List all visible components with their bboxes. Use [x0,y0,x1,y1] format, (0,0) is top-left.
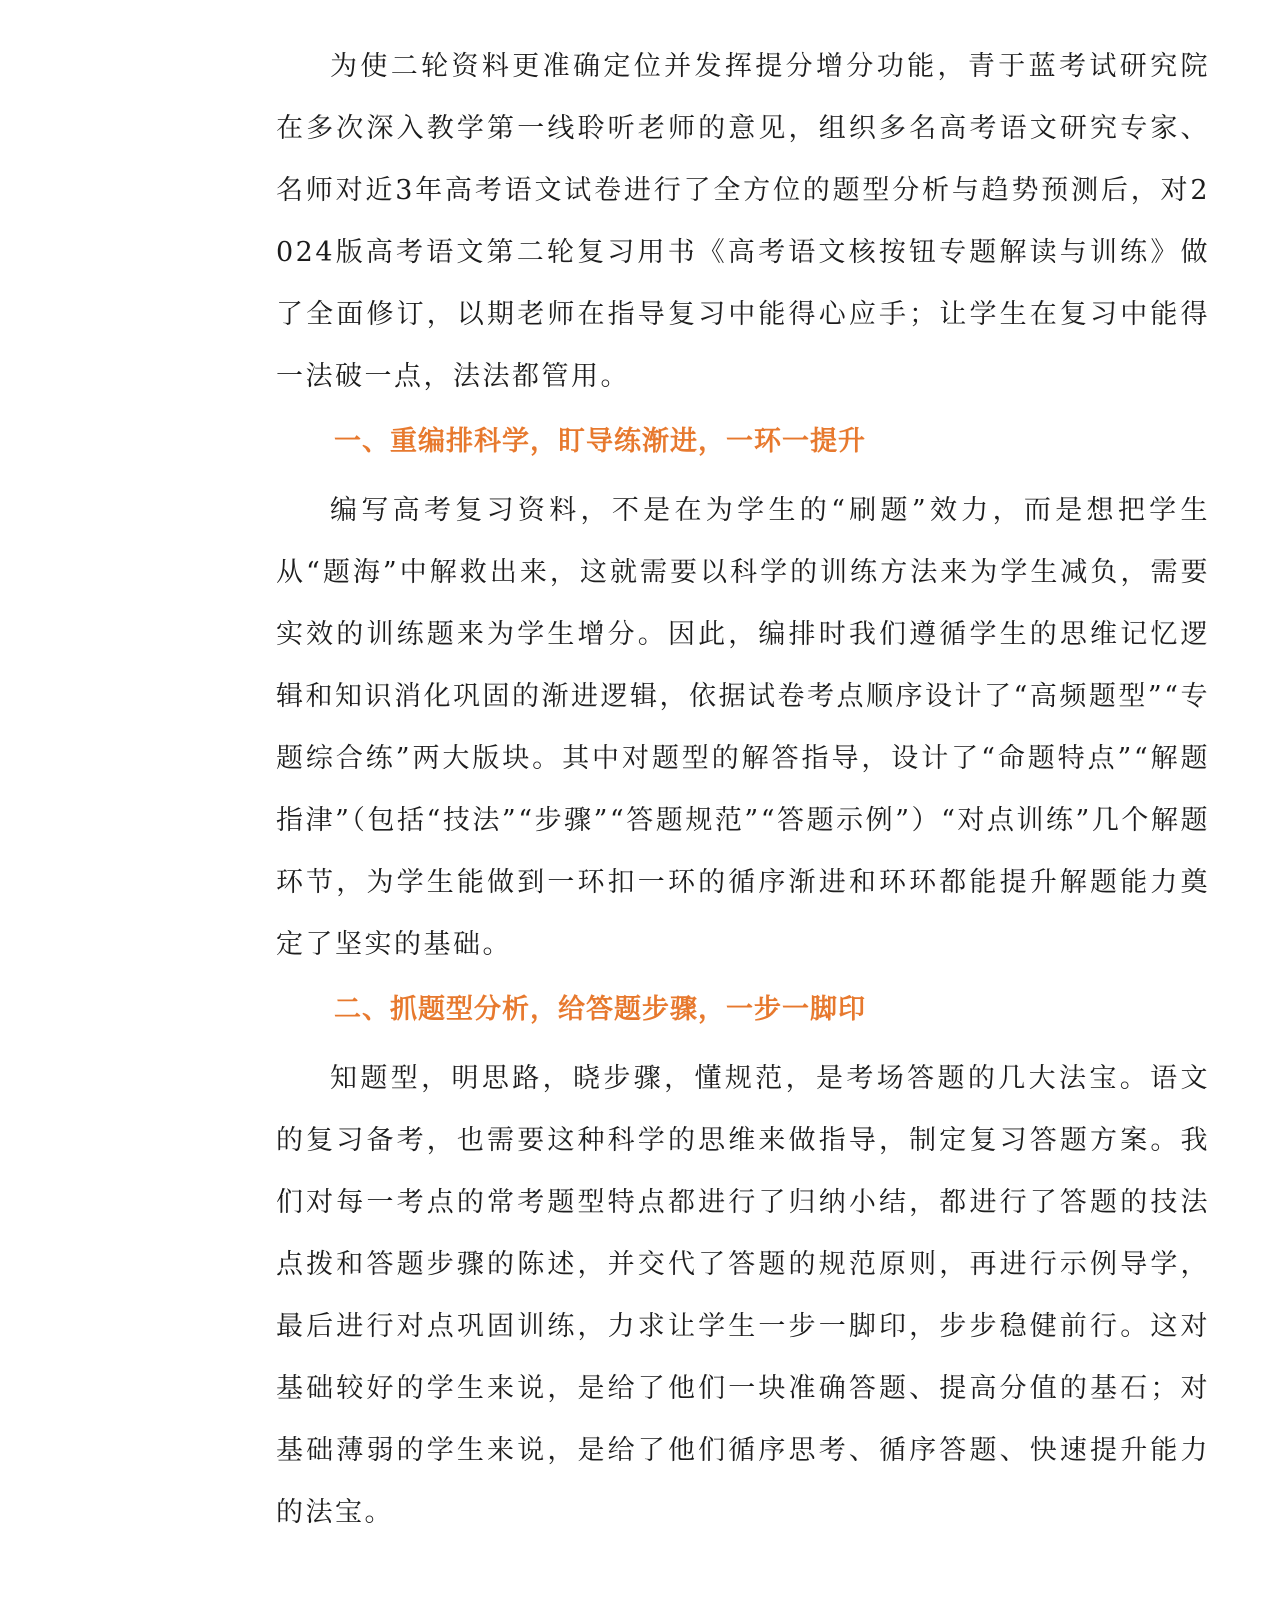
section-heading-2: 二、抓题型分析，给答题步骤，一步一脚印 [334,994,866,1025]
section-heading-1: 一、重编排科学，盯导练渐进，一环一提升 [334,426,866,457]
section-1-paragraph: 编写高考复习资料，不是在为学生的“刷题”效力，而是想把学生从“题海”中解救出来，这就需要以科学的训练方法来为学生减负，需要实效的训练题来为学生增分。因此，编排时我们遵循学生的思维记忆逻辑和知识消化巩固的渐进逻辑，依据试卷考点顺序设计了“高频题型”“专题综合练”两大版块。其中对题型的解答指导，设计了“命题特点”“解题指津”（包括“技法”“步骤”“答题规范”“答题示例”）“对点训练”几个解题环节，为学生能做到一环扣一环的循序渐进和环环都能提升解题能力奠定了坚实的基础。 [276,495,1210,960]
intro-paragraph: 为使二轮资料更准确定位并发挥提分增分功能，青于蓝考试研究院在多次深入教学第一线聆听老师的意见，组织多名高考语文研究专家、名师对近3年高考语文试卷进行了全方位的题型分析与趋势预测后，对2024版高考语文第二轮复习用书《高考语文核按钮专题解读与训练》做了全面修订，以期老师在指导复习中能得心应手；让学生在复习中能得一法破一点，法法都管用。 [276,51,1210,392]
document-page [276,36,1210,1544]
section-2-paragraph: 知题型，明思路，晓步骤，懂规范，是考场答题的几大法宝。语文的复习备考，也需要这种科学的思维来做指导，制定复习答题方案。我们对每一考点的常考题型特点都进行了归纳小结，都进行了答题的技法点拨和答题步骤的陈述，并交代了答题的规范原则，再进行示例导学，最后进行对点巩固训练，力求让学生一步一脚印，步步稳健前行。这对基础较好的学生来说，是给了他们一块准确答题、提高分值的基石；对基础薄弱的学生来说，是给了他们循序思考、循序答题、快速提升能力的法宝。 [276,1063,1210,1528]
